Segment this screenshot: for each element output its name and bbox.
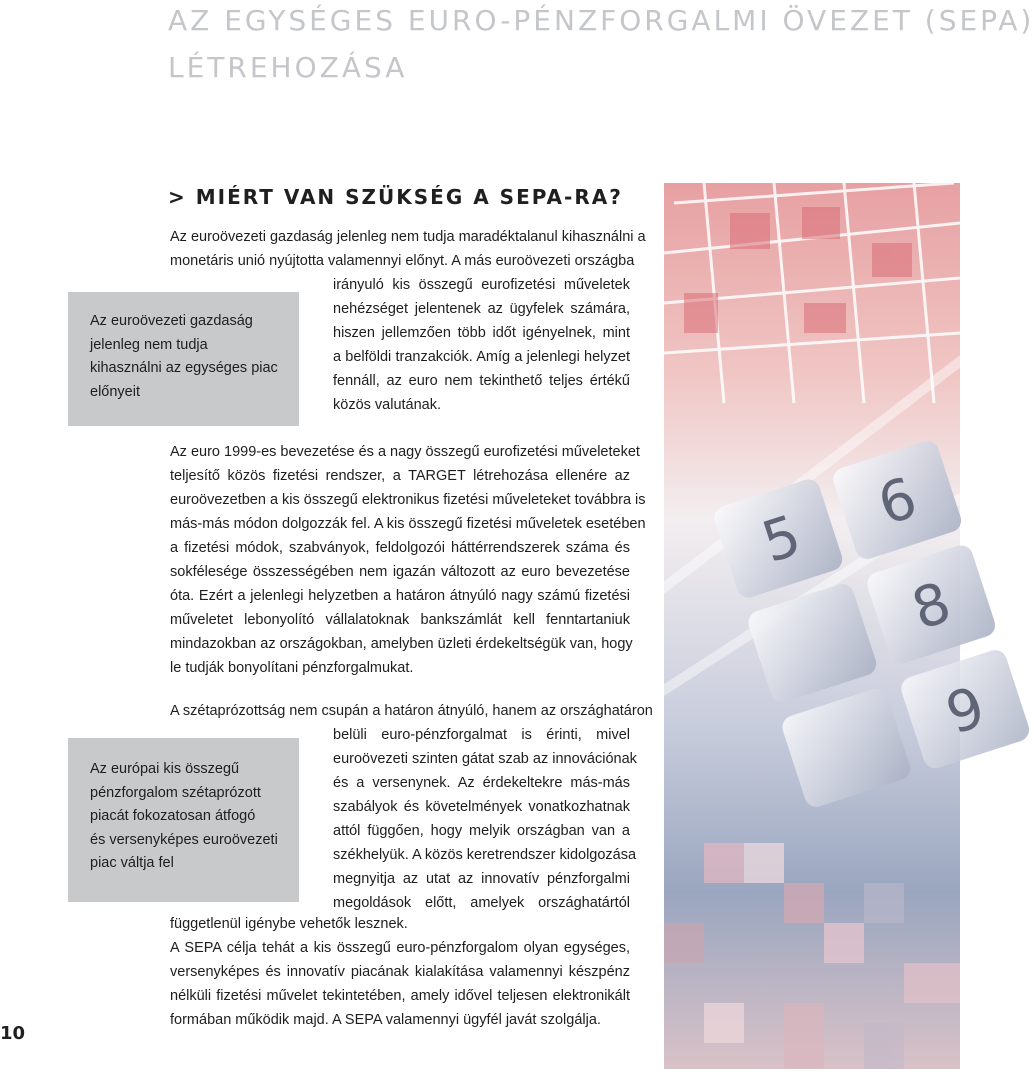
paragraph-line: euroövezetben a kis összegű elektronikus fizetési műveleteket továbbra is — [170, 492, 646, 508]
paragraph-line: le tudják bonyolítani pénzforgalmukat. — [170, 660, 414, 676]
paragraph-line: monetáris unió nyújtotta valamennyi előnyt. A más euroövezeti országba — [170, 253, 635, 269]
page-title-line-1: AZ EGYSÉGES EURO-PÉNZFORGALMI ÖVEZET (SEPA) — [168, 4, 1034, 37]
paragraph-line: Az euroövezeti gazdaság jelenleg nem tudja maradéktalanul kihasználni a — [170, 229, 646, 245]
paragraph-line: irányuló kis összegű eurofizetési műveletek — [333, 277, 630, 293]
paragraph-line: mindazokban az országokban, amelyben üzleti érdekeltségük van, hogy — [170, 636, 633, 652]
paragraph-line: A szétaprózottság nem csupán a határon átnyúló, hanem az országhatáron — [170, 703, 653, 719]
paragraph-line: fennáll, az euro nem tekinthető teljes értékű — [333, 373, 630, 389]
paragraph-line: óta. Ezért a jelenlegi helyzetben a határon átnyúló nagy számú fizetési — [170, 588, 630, 604]
paragraph-line: és a versenynek. Az érdekeltekre más-más — [333, 775, 630, 791]
pull-quote-box-2 — [68, 738, 299, 902]
pull-quote-box-1 — [68, 292, 299, 426]
paragraph-line: teljesítő közös fizetési rendszer, a TARGET létrehozása ellenére az — [170, 468, 630, 484]
pull-quote-line: Az euroövezeti gazdaság — [90, 313, 253, 329]
keypad-digit: 8 — [904, 570, 959, 643]
paragraph-line: függetlenül igénybe vehetők lesznek. — [170, 916, 408, 932]
page-title-line-2: LÉTREHOZÁSA — [168, 51, 408, 84]
pull-quote-line: piac váltja fel — [90, 855, 174, 871]
pull-quote-line: és versenyképes euroövezeti — [90, 831, 278, 848]
paragraph-line: megnyitja az utat az innovatív pénzforgalmi — [333, 871, 630, 887]
paragraph-line: Az euro 1999-es bevezetése és a nagy összegű eurofizetési műveleteket — [170, 444, 640, 460]
pull-quote-line: Az európai kis összegű — [90, 761, 240, 777]
paragraph-line: versenyképes és innovatív piacának kialakítása valamennyi készpénz — [170, 964, 630, 980]
paragraph-line: megoldások előtt, amelyek országhatártól — [333, 895, 630, 911]
pull-quote-line: pénzforgalom szétaprózott — [90, 784, 261, 801]
paragraph-line: székhelyük. A közös keretrendszer kidolgozása — [333, 847, 637, 863]
paragraph-line: közös valutának. — [333, 397, 442, 413]
paragraph-line: A SEPA célja tehát a kis összegű euro-pénzforgalom olyan egységes, — [170, 940, 630, 956]
section-heading: > MIÉRT VAN SZÜKSÉG A SEPA-RA? — [168, 185, 623, 209]
decorative-photo — [664, 183, 993, 1069]
pull-quote-line: kihasználni az egységes piac — [90, 360, 278, 376]
paragraph-line: műveletet lebonyolító vállalatoknak bankszámlát kell fenntartaniuk — [170, 612, 630, 628]
paragraph-line: nehézséget jelentenek az ügyfelek számára, — [333, 301, 630, 317]
pull-quote-line: piacát fokozatosan átfogó — [90, 808, 256, 824]
keypad-digit: 5 — [754, 503, 809, 576]
paragraph-line: sokfélesége összességében nem igazán változott az euro bevezetése — [170, 564, 630, 580]
paragraph-line: szabályok és követelmények vonatkozhatnak — [333, 799, 630, 815]
paragraph-line: euroövezeti szinten gátat szab az innovációnak — [333, 751, 637, 767]
page-number: 10 — [0, 1023, 26, 1044]
keypad-digit: 9 — [938, 674, 993, 748]
paragraph-line: a belföldi tranzakciók. Amíg a jelenlegi helyzet — [333, 349, 630, 365]
paragraph-line: hiszen jellemzően több időt igényelnek, mint — [333, 325, 630, 341]
paragraph-line: más-más módon dolgozzák fel. A kis összegű fizetési műveletek esetében — [170, 516, 646, 532]
pull-quote-line: jelenleg nem tudja — [90, 336, 208, 353]
keypad-digit: 6 — [870, 465, 925, 539]
paragraph-line: belüli euro-pénzforgalmat is érinti, mivel — [333, 727, 630, 743]
paragraph-line: attól függően, hogy melyik országban van a — [333, 823, 630, 839]
paragraph-line: formában működik majd. A SEPA valamennyi ügyfél javát szolgálja. — [170, 1012, 601, 1028]
pull-quote-line: előnyeit — [90, 383, 140, 400]
paragraph-line: nélküli fizetési művelet tekintetében, amely idővel teljesen elektronikált — [170, 988, 630, 1004]
paragraph-line: a fizetési módok, szabványok, feldolgozói háttérrendszerek száma és — [170, 540, 630, 556]
